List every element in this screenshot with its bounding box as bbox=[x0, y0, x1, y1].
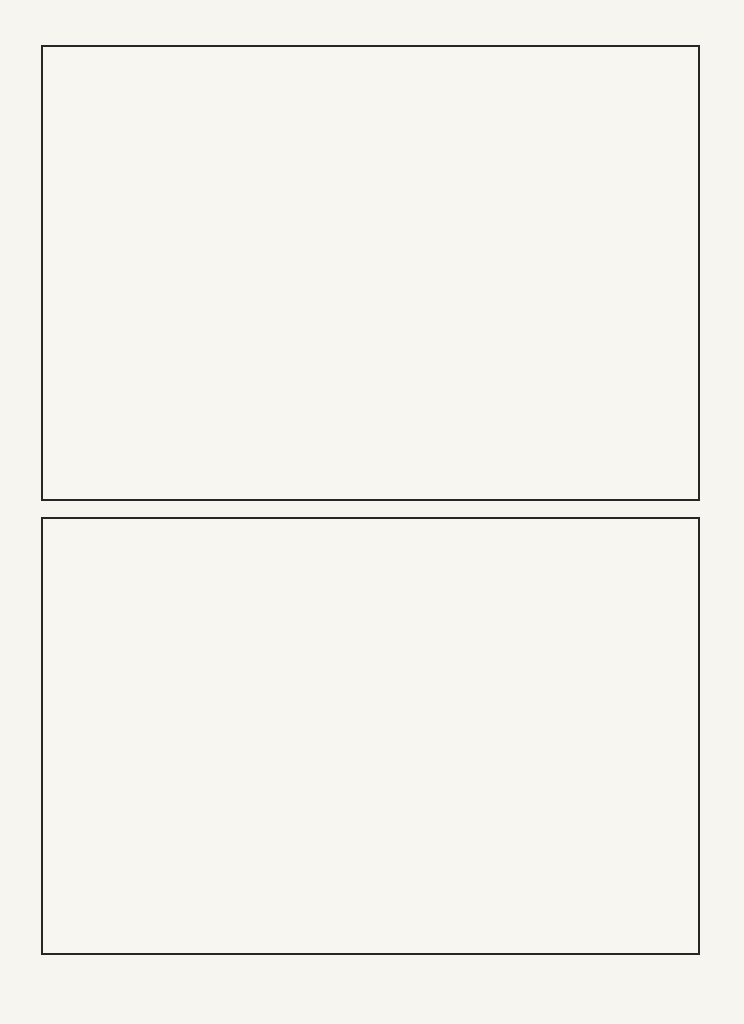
roster-table-top bbox=[41, 45, 700, 501]
roster-table-bottom bbox=[41, 517, 700, 955]
